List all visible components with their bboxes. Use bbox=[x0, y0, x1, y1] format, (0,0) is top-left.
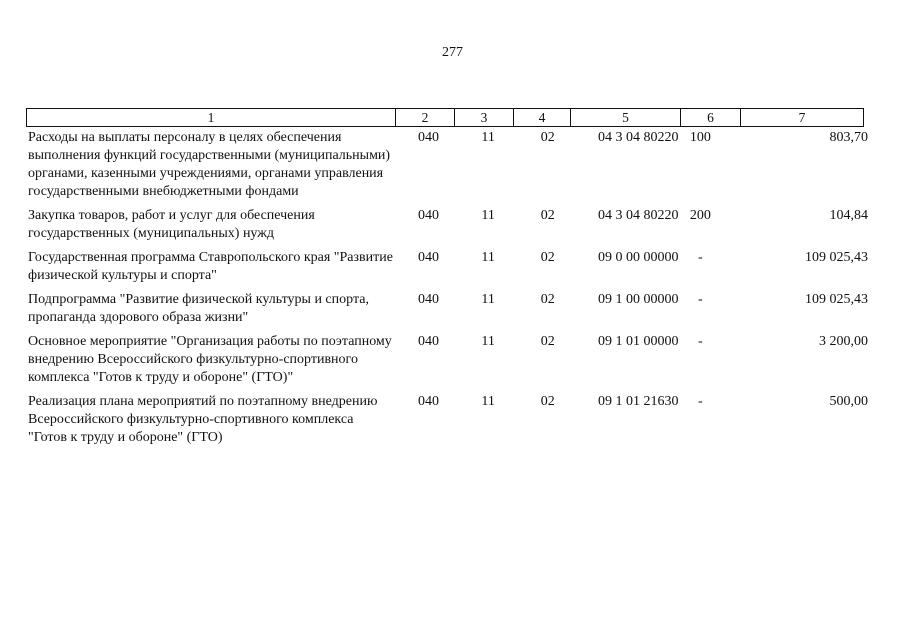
cell-col-6: - bbox=[698, 334, 703, 349]
cell-col-2: 040 bbox=[418, 334, 440, 349]
cell-col-5: 09 0 00 00000 bbox=[597, 250, 679, 265]
cell-col-5: 09 1 01 00000 bbox=[597, 334, 679, 349]
row-name: Закупка товаров, работ и услуг для обеспечения государственных (муниципальных) нужд bbox=[28, 208, 315, 241]
table-row bbox=[26, 249, 868, 285]
cell-col-4: 02 bbox=[540, 394, 555, 409]
cell-col-6: - bbox=[698, 394, 703, 409]
cell-col-6: 200 bbox=[689, 208, 711, 223]
cell-col-4: 02 bbox=[540, 130, 555, 145]
cell-col-7: 104,84 bbox=[829, 208, 868, 223]
cell-col-2: 040 bbox=[418, 130, 440, 145]
cell-col-2: 040 bbox=[418, 394, 440, 409]
cell-col-6: - bbox=[698, 250, 703, 265]
cell-col-5: 09 1 00 00000 bbox=[597, 292, 679, 307]
table-row bbox=[26, 393, 868, 447]
column-header-5: 5 bbox=[571, 109, 681, 127]
column-header-2: 2 bbox=[396, 109, 455, 127]
row-name: Государственная программа Ставропольского края "Развитие физической культуры и спорта" bbox=[28, 250, 393, 283]
row-name: Расходы на выплаты персоналу в целях обеспечения выполнения функций государственными (муниципальными) органами, казенными учреждениями, органами управления государственными внебюджетными фондами bbox=[28, 130, 391, 199]
table-row bbox=[26, 207, 868, 243]
table-row bbox=[26, 291, 868, 327]
table-row bbox=[26, 129, 868, 201]
row-name: Подпрограмма "Развитие физической культуры и спорта, пропаганда здорового образа жизни" bbox=[28, 292, 369, 325]
cell-col-6: - bbox=[698, 292, 703, 307]
cell-col-6: 100 bbox=[689, 130, 711, 145]
cell-col-7: 109 025,43 bbox=[804, 292, 868, 307]
cell-col-4: 02 bbox=[540, 208, 555, 223]
cell-col-5: 04 3 04 80220 bbox=[597, 208, 679, 223]
cell-col-3: 11 bbox=[481, 394, 495, 409]
cell-col-7: 803,70 bbox=[829, 130, 868, 145]
cell-col-7: 3 200,00 bbox=[818, 334, 868, 349]
table-body bbox=[26, 129, 868, 453]
column-header-6: 6 bbox=[681, 109, 741, 127]
row-name: Реализация плана мероприятий по поэтапному внедрению Всероссийского физкультурно-спортивного комплекса "Готов к труду и обороне" (ГТО) bbox=[28, 394, 378, 445]
cell-col-3: 11 bbox=[481, 334, 495, 349]
cell-col-3: 11 bbox=[481, 250, 495, 265]
cell-col-5: 04 3 04 80220 bbox=[597, 130, 679, 145]
column-header-4: 4 bbox=[514, 109, 571, 127]
cell-col-4: 02 bbox=[540, 250, 555, 265]
cell-col-2: 040 bbox=[418, 292, 440, 307]
cell-col-2: 040 bbox=[418, 250, 440, 265]
cell-col-3: 11 bbox=[481, 292, 495, 307]
column-header-1: 1 bbox=[27, 109, 396, 127]
cell-col-2: 040 bbox=[418, 208, 440, 223]
cell-col-4: 02 bbox=[540, 334, 555, 349]
column-header-row bbox=[26, 108, 864, 127]
column-header-3: 3 bbox=[455, 109, 514, 127]
cell-col-3: 11 bbox=[481, 208, 495, 223]
table-row bbox=[26, 333, 868, 387]
column-header-7: 7 bbox=[741, 109, 864, 127]
cell-col-3: 11 bbox=[481, 130, 495, 145]
row-name: Основное мероприятие "Организация работы по поэтапному внедрению Всероссийского физкультурно-спортивного комплекса "Готов к труду и обороне" (ГТО)" bbox=[28, 334, 392, 385]
cell-col-7: 500,00 bbox=[829, 394, 868, 409]
page-number: 277 bbox=[442, 45, 463, 60]
cell-col-5: 09 1 01 21630 bbox=[597, 394, 679, 409]
cell-col-4: 02 bbox=[540, 292, 555, 307]
cell-col-7: 109 025,43 bbox=[804, 250, 868, 265]
